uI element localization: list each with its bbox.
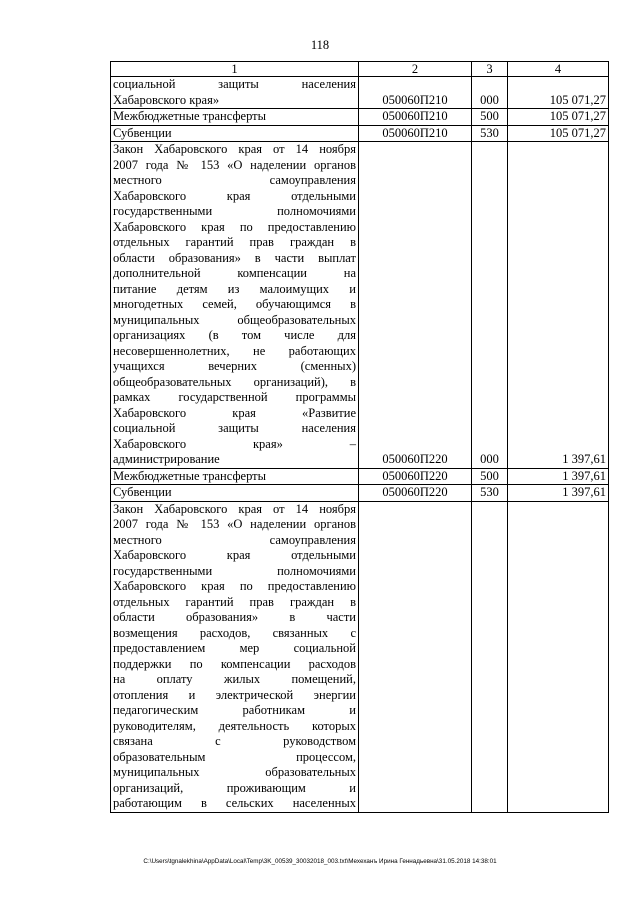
row-amount: 1 397,61	[508, 468, 609, 485]
table-row	[111, 109, 609, 126]
description-line: Хабаровского края»	[113, 92, 220, 107]
description-line: связана с руководством	[113, 734, 356, 748]
description-line: Хабаровского края отдельными	[113, 188, 356, 203]
row-amount: 105 071,27	[508, 109, 609, 126]
row-amount: 1 397,61	[508, 485, 609, 502]
table-row	[111, 485, 609, 502]
description-line: на оплату жилых помещений,	[113, 672, 356, 686]
description-line: несовершеннолетних, не работающих	[113, 343, 356, 358]
table-row	[111, 77, 609, 109]
row-description	[111, 109, 359, 126]
table-header-row	[111, 62, 609, 77]
description-line: общеобразовательных организаций), в	[113, 374, 356, 389]
file-path-footer: C:\Users\tgnalekhina\AppData\Local\Temp\3K_00539_30032018_003.txt\Мехеханъ Ирина Геннадьевна\31.05.2018 14:38:01	[143, 858, 497, 865]
row-type: 000	[472, 142, 508, 469]
description-line: области образования» в части	[113, 610, 356, 624]
description-line: области образования» в части выплат	[113, 250, 356, 265]
description-line: социальной защиты населения	[113, 421, 356, 435]
description-line: дополнительной компенсации на	[113, 266, 356, 280]
description-line: питание детям из малоимущих и	[113, 281, 356, 296]
row-code: 050060П220	[359, 142, 472, 469]
table-row	[111, 125, 609, 142]
row-type: 000	[472, 77, 508, 109]
description-line: учащихся вечерних (сменных)	[113, 359, 356, 373]
budget-table	[110, 61, 609, 813]
description-line: Хабаровского края по предоставлению	[113, 219, 356, 234]
page-number: 118	[310, 38, 330, 52]
column-header-1: 1	[111, 62, 359, 77]
table-row	[111, 501, 609, 812]
description-line: Хабаровского края» –	[113, 436, 356, 451]
row-code: 050060П210	[359, 109, 472, 126]
description-line: 2007 года № 153 «О наделении органов	[113, 157, 356, 172]
description-line: государственными полномочиями	[113, 563, 356, 578]
description-line: предоставлением мер социальной	[113, 641, 356, 655]
description-line: администрирование	[113, 452, 220, 466]
row-description	[111, 468, 359, 485]
row-description	[111, 77, 359, 109]
row-amount: 105 071,27	[508, 125, 609, 142]
description-line: работающим в сельских населенных	[113, 796, 356, 810]
description-line: рамках государственной программы	[113, 390, 356, 404]
description-line: Хабаровского края по предоставлению	[113, 579, 356, 593]
row-description	[111, 501, 359, 812]
description-line: Межбюджетные трансферты	[113, 109, 267, 123]
row-amount	[508, 501, 609, 812]
description-line: местного самоуправления	[113, 173, 356, 187]
row-code: 050060П220	[359, 468, 472, 485]
description-line: местного самоуправления	[113, 532, 356, 547]
description-line: Субвенции	[113, 485, 172, 499]
description-line: Субвенции	[113, 125, 172, 140]
row-code	[359, 501, 472, 812]
column-header-3: 3	[472, 62, 508, 77]
description-line: социальной защиты населения	[113, 77, 356, 91]
description-line: поддержки по компенсации расходов	[113, 656, 356, 671]
table-row	[111, 142, 609, 469]
row-type: 530	[472, 125, 508, 142]
description-line: образовательным процессом,	[113, 749, 356, 764]
column-header-4: 4	[508, 62, 609, 77]
row-code: 050060П220	[359, 485, 472, 502]
column-header-2: 2	[359, 62, 472, 77]
description-line: педагогическим работникам и	[113, 703, 356, 717]
table-row	[111, 468, 609, 485]
description-line: 2007 года № 153 «О наделении органов	[113, 517, 356, 531]
description-line: муниципальных общеобразовательных	[113, 312, 356, 327]
row-type	[472, 501, 508, 812]
description-line: руководителям, деятельность которых	[113, 718, 356, 733]
row-code: 050060П210	[359, 125, 472, 142]
row-type: 500	[472, 468, 508, 485]
description-line: отдельных гарантий прав граждан в	[113, 235, 356, 249]
description-line: организациях (в том числе для	[113, 328, 356, 342]
row-type: 530	[472, 485, 508, 502]
description-line: возмещения расходов, связанных с	[113, 625, 356, 640]
description-line: Межбюджетные трансферты	[113, 468, 267, 483]
row-description	[111, 125, 359, 142]
row-type: 500	[472, 109, 508, 126]
row-amount: 1 397,61	[508, 142, 609, 469]
row-description	[111, 485, 359, 502]
description-line: организаций, проживающим и	[113, 780, 356, 795]
description-line: государственными полномочиями	[113, 204, 356, 218]
description-line: Закон Хабаровского края от 14 ноября	[113, 501, 356, 516]
description-line: Хабаровского края отдельными	[113, 548, 356, 562]
description-line: отдельных гарантий прав граждан в	[113, 594, 356, 609]
row-description	[111, 142, 359, 469]
row-code: 050060П210	[359, 77, 472, 109]
description-line: отопления и электрической энергии	[113, 687, 356, 702]
description-line: Хабаровского края «Развитие	[113, 405, 356, 420]
description-line: многодетных семей, обучающимся в	[113, 297, 356, 311]
description-line: муниципальных образовательных	[113, 765, 356, 779]
row-amount: 105 071,27	[508, 77, 609, 109]
description-line: Закон Хабаровского края от 14 ноября	[113, 142, 356, 156]
